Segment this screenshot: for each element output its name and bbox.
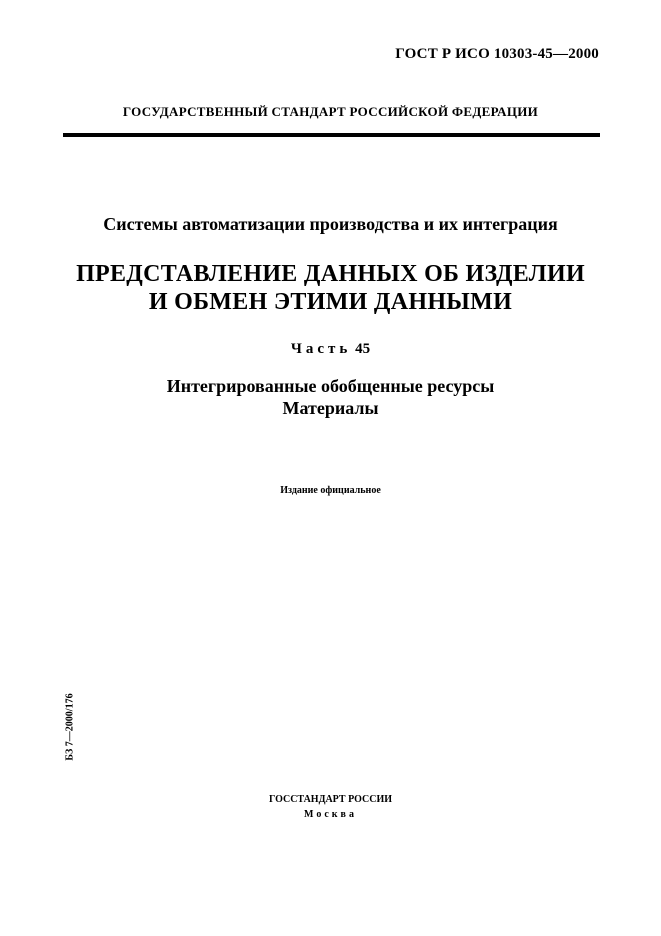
main-title (0, 260, 661, 316)
side-code: БЗ 7—2000/176 (64, 693, 76, 761)
subtitle-line-1: Интегрированные обобщенные ресурсы (166, 376, 495, 396)
subtitle (0, 375, 661, 419)
part-number: 45 (355, 341, 371, 357)
main-title-line-1: ПРЕДСТАВЛЕНИЕ ДАННЫХ ОБ ИЗДЕЛИИ (76, 261, 585, 287)
part-label (0, 341, 661, 358)
subtitle-line-2: Материалы (282, 398, 379, 418)
standard-header: ГОСУДАРСТВЕННЫЙ СТАНДАРТ РОССИЙСКОЙ ФЕДЕРАЦИИ (122, 104, 539, 119)
main-title-line-2: И ОБМЕН ЭТИМИ ДАННЫМИ (148, 289, 513, 315)
publisher: ГОССТАНДАРТ РОССИИ (268, 794, 393, 805)
document-code: ГОСТ Р ИСО 10303-45—2000 (395, 46, 599, 62)
edition-note: Издание официальное (280, 485, 381, 496)
horizontal-rule (63, 133, 600, 137)
part-word: Часть (290, 341, 352, 357)
series-title: Системы автоматизации производства и их интеграция (103, 214, 558, 234)
publication-city: Москва (304, 809, 357, 820)
